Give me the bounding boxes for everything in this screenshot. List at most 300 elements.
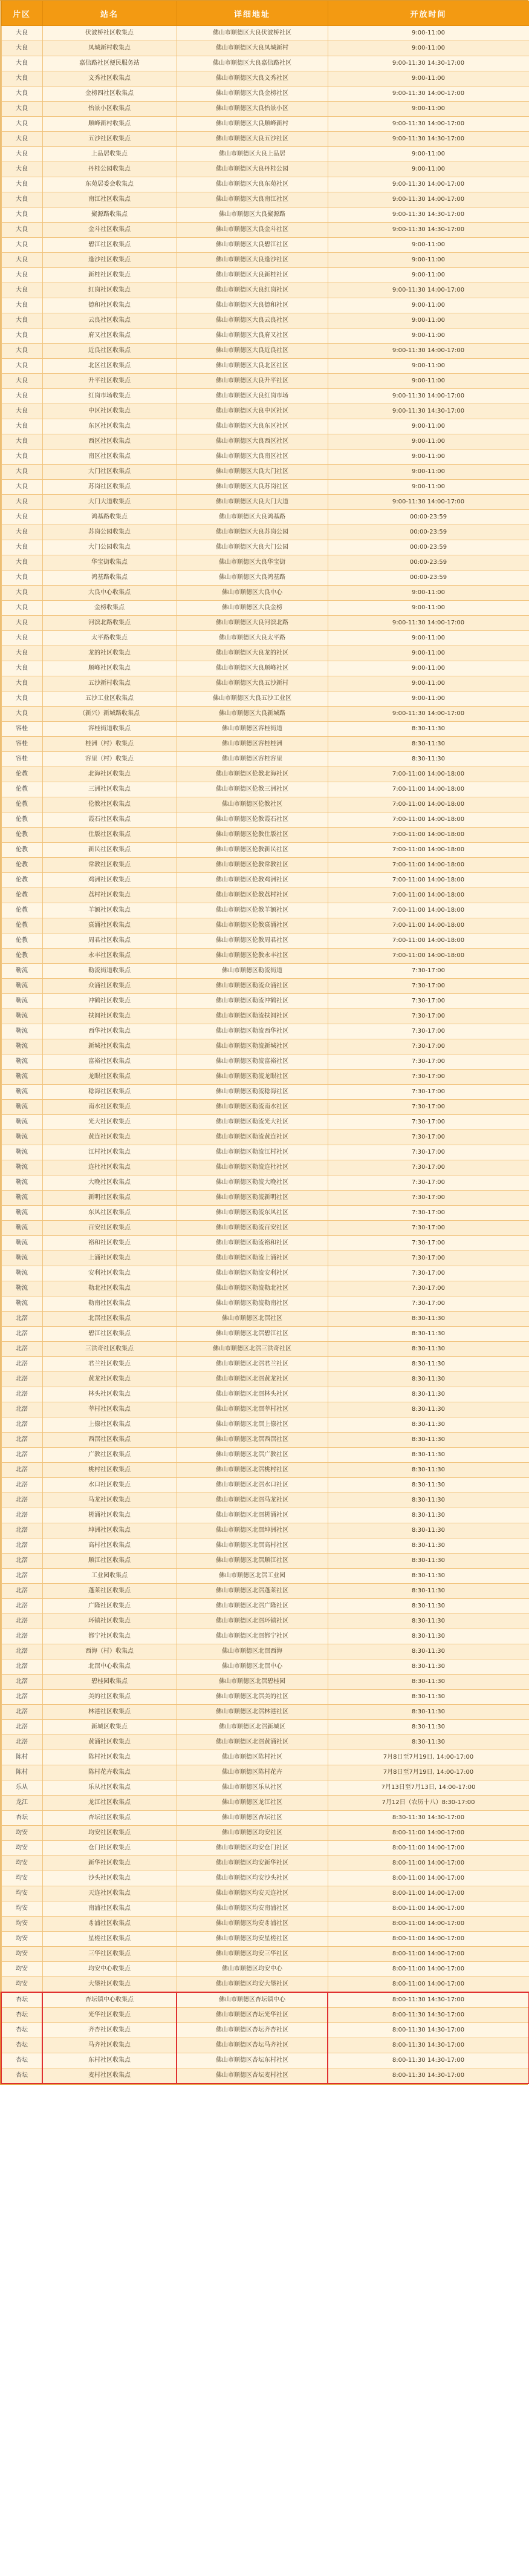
table-row xyxy=(1,434,529,449)
row-address-cell: 佛山市顺德区勒流东风社区 xyxy=(177,1206,328,1221)
table-row xyxy=(1,374,529,389)
row-address-cell: 佛山市顺德区大良东苑社区 xyxy=(177,177,328,192)
row-name-cell: 新华社区收集点 xyxy=(42,1856,177,1871)
row-address-cell: 佛山市顺德区容桂容里 xyxy=(177,752,328,767)
row-name-cell: 怡景小区收集点 xyxy=(42,102,177,117)
table-row xyxy=(1,555,529,570)
row-hours-cell: 00:00-23:59 xyxy=(328,540,529,555)
row-name-cell: 仕版社区收集点 xyxy=(42,828,177,843)
row-name-cell: 顺峰社区收集点 xyxy=(42,661,177,676)
row-region-cell: 北滘 xyxy=(1,1478,42,1493)
row-region-cell: 北滘 xyxy=(1,1705,42,1720)
row-hours-cell: 7:00-11:00 14:00-18:00 xyxy=(328,843,529,858)
row-hours-cell: 7:00-11:00 14:00-18:00 xyxy=(328,797,529,812)
row-address-cell: 佛山市顺德区北滘顺江社区 xyxy=(177,1554,328,1569)
row-address-cell: 佛山市顺德区勒流众涌社区 xyxy=(177,979,328,994)
row-address-cell: 佛山市顺德区勒流勒南社区 xyxy=(177,1296,328,1312)
row-name-cell: 西区社区收集点 xyxy=(42,434,177,449)
row-name-cell: 顺江社区收集点 xyxy=(42,1554,177,1569)
row-name-cell: 羊额社区收集点 xyxy=(42,903,177,918)
row-region-cell: 北滘 xyxy=(1,1720,42,1735)
row-name-cell: 黄涌社区收集点 xyxy=(42,1735,177,1750)
row-region-cell: 北滘 xyxy=(1,1493,42,1508)
row-address-cell: 佛山市顺德区均安天连社区 xyxy=(177,1886,328,1901)
row-hours-cell: 8:30-11:30 14:30-17:00 xyxy=(328,1811,529,1826)
row-hours-cell: 8:30-11:30 xyxy=(328,1705,529,1720)
row-address-cell: 佛山市顺德区大良龙的社区 xyxy=(177,646,328,661)
row-address-cell: 佛山市顺德区伦教羊额社区 xyxy=(177,903,328,918)
row-name-cell: 冲鹤社区收集点 xyxy=(42,994,177,1009)
row-region-cell: 大良 xyxy=(1,26,42,41)
row-region-cell: 均安 xyxy=(1,1856,42,1871)
row-region-cell: 大良 xyxy=(1,238,42,253)
row-address-cell: 佛山市顺德区大良南江社区 xyxy=(177,192,328,208)
table-row xyxy=(1,56,529,71)
row-hours-cell: 8:30-11:30 xyxy=(328,1538,529,1554)
row-address-cell: 佛山市顺德区大良东区社区 xyxy=(177,419,328,434)
row-hours-cell: 8:00-11:00 14:00-17:00 xyxy=(328,1962,529,1977)
row-region-cell: 勒流 xyxy=(1,1266,42,1281)
table-row xyxy=(1,359,529,374)
row-region-cell: 均安 xyxy=(1,1947,42,1962)
row-address-cell: 佛山市顺德区均安新华社区 xyxy=(177,1856,328,1871)
table-row xyxy=(1,1735,529,1750)
row-hours-cell: 8:00-11:00 14:00-17:00 xyxy=(328,1947,529,1962)
row-hours-cell: 7:30-17:00 xyxy=(328,1130,529,1145)
row-region-cell: 大良 xyxy=(1,298,42,313)
row-address-cell: 佛山市顺德区大良近良社区 xyxy=(177,344,328,359)
table-row xyxy=(1,1599,529,1614)
row-region-cell: 北滘 xyxy=(1,1463,42,1478)
row-region-cell: 大良 xyxy=(1,465,42,480)
row-region-cell: 大良 xyxy=(1,192,42,208)
row-hours-cell: 8:30-11:30 xyxy=(328,1448,529,1463)
row-address-cell: 佛山市顺德区大良凤城新村 xyxy=(177,41,328,56)
row-region-cell: 勒流 xyxy=(1,1115,42,1130)
row-region-cell: 陈村 xyxy=(1,1750,42,1765)
row-region-cell: 伦教 xyxy=(1,949,42,964)
row-region-cell: 大良 xyxy=(1,56,42,71)
row-region-cell: 勒流 xyxy=(1,1221,42,1236)
row-address-cell: 佛山市顺德区北滘广教社区 xyxy=(177,1448,328,1463)
row-address-cell: 佛山市顺德区容桂街道 xyxy=(177,722,328,737)
table-row xyxy=(1,389,529,404)
row-name-cell: 北滘社区收集点 xyxy=(42,1312,177,1327)
row-name-cell: 周君社区收集点 xyxy=(42,933,177,949)
row-hours-cell: 8:00-11:30 14:30-17:00 xyxy=(328,2068,529,2084)
row-hours-cell: 8:30-11:30 xyxy=(328,1720,529,1735)
row-hours-cell: 9:00-11:00 xyxy=(328,298,529,313)
row-hours-cell: 7月8日至7月19日, 14:00-17:00 xyxy=(328,1750,529,1765)
row-hours-cell: 8:30-11:30 xyxy=(328,1675,529,1690)
row-name-cell: 上涌社区收集点 xyxy=(42,1251,177,1266)
row-region-cell: 大良 xyxy=(1,449,42,465)
table-row xyxy=(1,495,529,510)
table-row xyxy=(1,102,529,117)
row-region-cell: 均安 xyxy=(1,1962,42,1977)
table-row xyxy=(1,2053,529,2068)
row-hours-cell: 7:30-17:00 xyxy=(328,1191,529,1206)
table-row xyxy=(1,1236,529,1251)
row-name-cell: 东区社区收集点 xyxy=(42,419,177,434)
row-hours-cell: 8:00-11:00 14:00-17:00 xyxy=(328,1977,529,1993)
row-region-cell: 勒流 xyxy=(1,1009,42,1024)
row-address-cell: 佛山市顺德区伦教霞石社区 xyxy=(177,812,328,828)
row-address-cell: 佛山市顺德区杏坛齐杏社区 xyxy=(177,2023,328,2038)
row-region-cell: 大良 xyxy=(1,495,42,510)
table-row xyxy=(1,722,529,737)
row-region-cell: 北滘 xyxy=(1,1312,42,1327)
table-row xyxy=(1,1009,529,1024)
row-hours-cell: 9:00-11:30 14:30-17:00 xyxy=(328,223,529,238)
row-name-cell: 陈村花卉收集点 xyxy=(42,1765,177,1780)
row-hours-cell: 7:30-17:00 xyxy=(328,1266,529,1281)
row-hours-cell: 8:00-11:30 14:30-17:00 xyxy=(328,1992,529,2008)
row-name-cell: 君兰社区收集点 xyxy=(42,1357,177,1372)
table-row xyxy=(1,1070,529,1085)
row-name-cell: 霞石社区收集点 xyxy=(42,812,177,828)
row-region-cell: 北滘 xyxy=(1,1735,42,1750)
table-row xyxy=(1,1917,529,1932)
row-name-cell: 稔海社区收集点 xyxy=(42,1085,177,1100)
row-region-cell: 伦教 xyxy=(1,767,42,782)
row-address-cell: 佛山市顺德区大良中心 xyxy=(177,586,328,601)
row-address-cell: 佛山市顺德区勒流江村社区 xyxy=(177,1145,328,1160)
row-address-cell: 佛山市顺德区大良大门大道 xyxy=(177,495,328,510)
row-address-cell: 佛山市顺德区伦教鸡洲社区 xyxy=(177,873,328,888)
row-region-cell: 勒流 xyxy=(1,979,42,994)
row-name-cell: 黄连社区收集点 xyxy=(42,1130,177,1145)
row-region-cell: 北滘 xyxy=(1,1342,42,1357)
row-address-cell: 佛山市顺德区大良金榜社区 xyxy=(177,87,328,102)
table-header-row xyxy=(1,1,529,26)
row-region-cell: 杏坛 xyxy=(1,1992,42,2008)
row-hours-cell: 9:00-11:30 14:30-17:00 xyxy=(328,56,529,71)
row-region-cell: 大良 xyxy=(1,223,42,238)
row-hours-cell: 8:00-11:00 14:00-17:00 xyxy=(328,1856,529,1871)
row-name-cell: 美的社区收集点 xyxy=(42,1690,177,1705)
row-region-cell: 大良 xyxy=(1,313,42,329)
row-name-cell: 鸡洲社区收集点 xyxy=(42,873,177,888)
row-address-cell: 佛山市顺德区龙江社区 xyxy=(177,1796,328,1811)
row-address-cell: 佛山市顺德区北滘林港社区 xyxy=(177,1705,328,1720)
row-name-cell: 府又社区收集点 xyxy=(42,329,177,344)
table-row xyxy=(1,1054,529,1070)
row-address-cell: 佛山市顺德区均安星槎社区 xyxy=(177,1932,328,1947)
row-hours-cell: 8:30-11:30 xyxy=(328,1493,529,1508)
row-hours-cell: 8:30-11:30 xyxy=(328,1433,529,1448)
row-address-cell: 佛山市顺德区大良伏波桥社区 xyxy=(177,26,328,41)
row-address-cell: 佛山市顺德区伦教社区 xyxy=(177,797,328,812)
table-row xyxy=(1,1251,529,1266)
row-address-cell: 佛山市顺德区均安豸浦社区 xyxy=(177,1917,328,1932)
row-address-cell: 佛山市顺德区北滘坤洲社区 xyxy=(177,1523,328,1538)
row-hours-cell: 00:00-23:59 xyxy=(328,525,529,540)
row-address-cell: 佛山市顺德区大良大门公园 xyxy=(177,540,328,555)
row-name-cell: 南区社区收集点 xyxy=(42,449,177,465)
row-region-cell: 北滘 xyxy=(1,1357,42,1372)
table-row xyxy=(1,646,529,661)
row-region-cell: 杏坛 xyxy=(1,1811,42,1826)
table-row xyxy=(1,525,529,540)
table-row xyxy=(1,1493,529,1508)
table-row xyxy=(1,1750,529,1765)
row-address-cell: 佛山市顺德区大良太平路 xyxy=(177,631,328,646)
row-hours-cell: 8:00-11:30 14:30-17:00 xyxy=(328,2008,529,2023)
row-address-cell: 佛山市顺德区北滘环镇社区 xyxy=(177,1614,328,1629)
row-hours-cell: 8:30-11:30 xyxy=(328,722,529,737)
row-name-cell: 裕和社区收集点 xyxy=(42,1236,177,1251)
row-name-cell: 新桂社区收集点 xyxy=(42,268,177,283)
row-name-cell: 碧江社区收集点 xyxy=(42,1327,177,1342)
row-region-cell: 大良 xyxy=(1,41,42,56)
row-address-cell: 佛山市顺德区勒流安利社区 xyxy=(177,1266,328,1281)
row-address-cell: 佛山市顺德区大良聚源路 xyxy=(177,208,328,223)
row-name-cell: 五沙新村收集点 xyxy=(42,676,177,691)
row-name-cell: 乐从社区收集点 xyxy=(42,1780,177,1796)
table-row xyxy=(1,449,529,465)
table-row xyxy=(1,1221,529,1236)
table-row xyxy=(1,71,529,87)
row-name-cell: 五沙社区收集点 xyxy=(42,132,177,147)
row-hours-cell: 7:00-11:00 14:00-18:00 xyxy=(328,812,529,828)
header-address: 详细地址 xyxy=(177,1,328,26)
row-hours-cell: 7:30-17:00 xyxy=(328,1296,529,1312)
row-name-cell: 槎涌社区收集点 xyxy=(42,1508,177,1523)
row-name-cell: 工业园收集点 xyxy=(42,1569,177,1584)
table-row xyxy=(1,1100,529,1115)
row-name-cell: 顺峰新村收集点 xyxy=(42,117,177,132)
row-address-cell: 佛山市顺德区大良河滨北路 xyxy=(177,616,328,631)
table-row xyxy=(1,1357,529,1372)
row-hours-cell: 9:00-11:00 xyxy=(328,238,529,253)
row-region-cell: 勒流 xyxy=(1,1175,42,1191)
row-hours-cell: 9:00-11:00 xyxy=(328,329,529,344)
row-address-cell: 佛山市顺德区伦教荔村社区 xyxy=(177,888,328,903)
table-row xyxy=(1,1811,529,1826)
table-row xyxy=(1,1191,529,1206)
row-region-cell: 容桂 xyxy=(1,737,42,752)
row-region-cell: 陈村 xyxy=(1,1765,42,1780)
row-hours-cell: 8:00-11:30 14:30-17:00 xyxy=(328,2023,529,2038)
row-name-cell: 嘉信路社区便民服务站 xyxy=(42,56,177,71)
table-row xyxy=(1,752,529,767)
row-address-cell: 佛山市顺德区勒流裕和社区 xyxy=(177,1236,328,1251)
table-row xyxy=(1,979,529,994)
table-row xyxy=(1,1266,529,1281)
row-address-cell: 佛山市顺德区陈村花卉 xyxy=(177,1765,328,1780)
row-name-cell: 德和社区收集点 xyxy=(42,298,177,313)
row-address-cell: 佛山市顺德区大良华宝街 xyxy=(177,555,328,570)
table-row xyxy=(1,994,529,1009)
row-address-cell: 佛山市顺德区北滘水口社区 xyxy=(177,1478,328,1493)
row-hours-cell: 7:30-17:00 xyxy=(328,979,529,994)
row-region-cell: 勒流 xyxy=(1,1206,42,1221)
row-hours-cell: 8:30-11:30 xyxy=(328,1402,529,1417)
table-body xyxy=(1,26,529,2084)
row-region-cell: 大良 xyxy=(1,102,42,117)
row-address-cell: 佛山市顺德区北滘社区 xyxy=(177,1312,328,1327)
table-row xyxy=(1,540,529,555)
table-row xyxy=(1,1417,529,1433)
table-row xyxy=(1,510,529,525)
row-name-cell: 永丰社区收集点 xyxy=(42,949,177,964)
row-hours-cell: 8:30-11:30 xyxy=(328,1478,529,1493)
row-hours-cell: 9:00-11:00 xyxy=(328,26,529,41)
row-region-cell: 伦教 xyxy=(1,812,42,828)
row-address-cell: 佛山市顺德区北滘君兰社区 xyxy=(177,1357,328,1372)
row-hours-cell: 8:30-11:30 xyxy=(328,752,529,767)
row-region-cell: 勒流 xyxy=(1,1160,42,1175)
row-address-cell: 佛山市顺德区大良五沙社区 xyxy=(177,132,328,147)
row-address-cell: 佛山市顺德区大良北区社区 xyxy=(177,359,328,374)
row-hours-cell: 7:30-17:00 xyxy=(328,1085,529,1100)
row-address-cell: 佛山市顺德区北滘碧江社区 xyxy=(177,1327,328,1342)
row-address-cell: 佛山市顺德区大良德和社区 xyxy=(177,298,328,313)
row-address-cell: 佛山市顺德区均安大堡社区 xyxy=(177,1977,328,1993)
row-hours-cell: 8:30-11:30 xyxy=(328,1554,529,1569)
row-region-cell: 北滘 xyxy=(1,1327,42,1342)
row-region-cell: 勒流 xyxy=(1,1281,42,1296)
row-address-cell: 佛山市顺德区大良新桂社区 xyxy=(177,268,328,283)
row-region-cell: 大良 xyxy=(1,676,42,691)
row-region-cell: 大良 xyxy=(1,525,42,540)
row-hours-cell: 9:00-11:30 14:00-17:00 xyxy=(328,192,529,208)
row-name-cell: 近良社区收集点 xyxy=(42,344,177,359)
table-row xyxy=(1,404,529,419)
row-region-cell: 北滘 xyxy=(1,1433,42,1448)
row-region-cell: 勒流 xyxy=(1,1070,42,1085)
table-row xyxy=(1,1796,529,1811)
row-address-cell: 佛山市顺德区北滘高村社区 xyxy=(177,1538,328,1554)
row-name-cell: 水口社区收集点 xyxy=(42,1478,177,1493)
row-address-cell: 佛山市顺德区大良顺峰社区 xyxy=(177,661,328,676)
row-name-cell: 富裕社区收集点 xyxy=(42,1054,177,1070)
row-hours-cell: 7:30-17:00 xyxy=(328,1221,529,1236)
row-region-cell: 均安 xyxy=(1,1826,42,1841)
row-region-cell: 均安 xyxy=(1,1871,42,1886)
row-name-cell: 红岗社区收集点 xyxy=(42,283,177,298)
row-region-cell: 北滘 xyxy=(1,1538,42,1554)
table-row xyxy=(1,1977,529,1993)
row-address-cell: 佛山市顺德区勒流连杜社区 xyxy=(177,1160,328,1175)
row-address-cell: 佛山市顺德区北滘都宁社区 xyxy=(177,1629,328,1644)
row-region-cell: 杏坛 xyxy=(1,2068,42,2084)
row-hours-cell: 7月12日（农历十八）8:30-17:00 xyxy=(328,1796,529,1811)
row-region-cell: 大良 xyxy=(1,71,42,87)
row-address-cell: 佛山市顺德区伦教三洲社区 xyxy=(177,782,328,797)
table-row xyxy=(1,1448,529,1463)
row-address-cell: 佛山市顺德区容桂桂洲 xyxy=(177,737,328,752)
table-row xyxy=(1,1962,529,1977)
row-region-cell: 勒流 xyxy=(1,1236,42,1251)
row-hours-cell: 8:00-11:00 14:00-17:00 xyxy=(328,1841,529,1856)
row-name-cell: 西滘社区收集点 xyxy=(42,1433,177,1448)
row-hours-cell: 7:00-11:00 14:00-18:00 xyxy=(328,918,529,933)
row-name-cell: 桂洲（村）收集点 xyxy=(42,737,177,752)
row-hours-cell: 00:00-23:59 xyxy=(328,570,529,586)
row-address-cell: 佛山市顺德区杏坛光华社区 xyxy=(177,2008,328,2023)
row-address-cell: 佛山市顺德区北滘美的社区 xyxy=(177,1690,328,1705)
row-region-cell: 伦教 xyxy=(1,797,42,812)
row-region-cell: 大良 xyxy=(1,419,42,434)
row-hours-cell: 9:00-11:30 14:00-17:00 xyxy=(328,616,529,631)
row-address-cell: 佛山市顺德区杏坛社区 xyxy=(177,1811,328,1826)
row-region-cell: 伦教 xyxy=(1,888,42,903)
row-region-cell: 北滘 xyxy=(1,1614,42,1629)
row-hours-cell: 7:30-17:00 xyxy=(328,1024,529,1039)
table-row xyxy=(1,1690,529,1705)
row-hours-cell: 9:00-11:30 14:30-17:00 xyxy=(328,132,529,147)
row-address-cell: 佛山市顺德区北滘中心 xyxy=(177,1659,328,1675)
row-address-cell: 佛山市顺德区大良中区社区 xyxy=(177,404,328,419)
row-hours-cell: 9:00-11:00 xyxy=(328,676,529,691)
collection-points-table xyxy=(1,1,529,2084)
row-name-cell: 升平社区收集点 xyxy=(42,374,177,389)
row-address-cell: 佛山市顺德区杏坛麦村社区 xyxy=(177,2068,328,2084)
table-row xyxy=(1,1826,529,1841)
row-address-cell: 佛山市顺德区大良嘉信路社区 xyxy=(177,56,328,71)
row-address-cell: 佛山市顺德区勒流稔海社区 xyxy=(177,1085,328,1100)
table-row xyxy=(1,1614,529,1629)
row-hours-cell: 8:30-11:30 xyxy=(328,1508,529,1523)
row-name-cell: 北滘中心收集点 xyxy=(42,1659,177,1675)
row-name-cell: 华宝街收集点 xyxy=(42,555,177,570)
row-hours-cell: 7:00-11:00 14:00-18:00 xyxy=(328,858,529,873)
row-region-cell: 勒流 xyxy=(1,994,42,1009)
row-name-cell: 大堡社区收集点 xyxy=(42,1977,177,1993)
row-region-cell: 大良 xyxy=(1,555,42,570)
row-hours-cell: 9:00-11:00 xyxy=(328,449,529,465)
table-row xyxy=(1,1130,529,1145)
row-region-cell: 龙江 xyxy=(1,1796,42,1811)
row-name-cell: 桃村社区收集点 xyxy=(42,1463,177,1478)
row-name-cell: 北海社区收集点 xyxy=(42,767,177,782)
row-region-cell: 均安 xyxy=(1,1932,42,1947)
row-region-cell: 北滘 xyxy=(1,1599,42,1614)
row-name-cell: 东村社区收集点 xyxy=(42,2053,177,2068)
row-name-cell: 豸浦社区收集点 xyxy=(42,1917,177,1932)
row-hours-cell: 8:00-11:00 14:00-17:00 xyxy=(328,1932,529,1947)
row-address-cell: 佛山市顺德区北滘西海 xyxy=(177,1644,328,1659)
row-address-cell: 佛山市顺德区杏坛东村社区 xyxy=(177,2053,328,2068)
table-row xyxy=(1,2038,529,2053)
row-region-cell: 容桂 xyxy=(1,752,42,767)
table-row xyxy=(1,147,529,162)
row-region-cell: 杏坛 xyxy=(1,2038,42,2053)
row-hours-cell: 7:30-17:00 xyxy=(328,1175,529,1191)
row-hours-cell: 9:00-11:00 xyxy=(328,253,529,268)
row-name-cell: 沙头社区收集点 xyxy=(42,1871,177,1886)
table-row xyxy=(1,177,529,192)
row-region-cell: 北滘 xyxy=(1,1402,42,1417)
table-row xyxy=(1,1841,529,1856)
row-address-cell: 佛山市顺德区大良云良社区 xyxy=(177,313,328,329)
table-row xyxy=(1,117,529,132)
row-hours-cell: 8:00-11:00 14:00-17:00 xyxy=(328,1886,529,1901)
table-row xyxy=(1,1327,529,1342)
row-address-cell: 佛山市顺德区大良西区社区 xyxy=(177,434,328,449)
row-address-cell: 佛山市顺德区北滘工业园 xyxy=(177,1569,328,1584)
row-region-cell: 均安 xyxy=(1,1886,42,1901)
row-region-cell: 北滘 xyxy=(1,1387,42,1402)
row-name-cell: 太平路收集点 xyxy=(42,631,177,646)
row-region-cell: 大良 xyxy=(1,586,42,601)
row-hours-cell: 9:00-11:30 14:30-17:00 xyxy=(328,404,529,419)
row-hours-cell: 8:00-11:00 14:00-17:00 xyxy=(328,1826,529,1841)
row-name-cell: 云良社区收集点 xyxy=(42,313,177,329)
row-address-cell: 佛山市顺德区伦教永丰社区 xyxy=(177,949,328,964)
